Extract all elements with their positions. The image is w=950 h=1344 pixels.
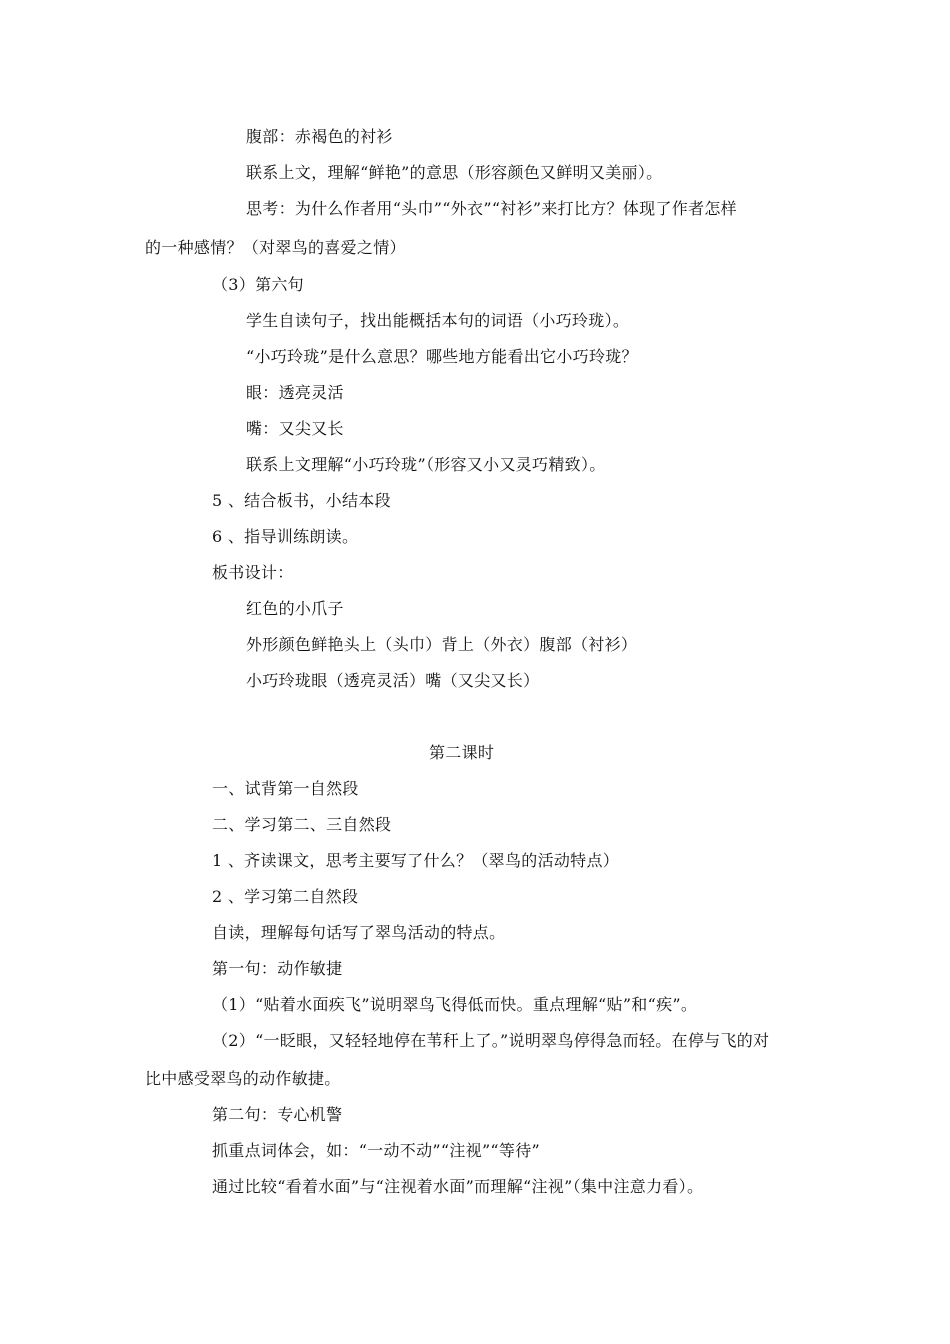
text-line: 第一句：动作敏捷 <box>212 959 343 978</box>
text-line: 二、学习第二、三自然段 <box>212 815 392 834</box>
text-line: 抓重点词体会，如：“一动不动”“注视”“等待” <box>212 1141 540 1160</box>
text-line: 5 、结合板书，小结本段 <box>212 491 391 510</box>
text-line: 学生自读句子，找出能概括本句的词语（小巧玲珑）。 <box>246 311 630 330</box>
text-line: （1）“贴着水面疾飞”说明翠鸟飞得低而快。重点理解“贴”和“疾”。 <box>212 995 698 1014</box>
text-line: 2 、学习第二自然段 <box>212 887 359 906</box>
text-line: 第二句：专心机警 <box>212 1105 343 1124</box>
text-line: 小巧玲珑眼（透亮灵活）嘴（又尖又长） <box>246 671 540 690</box>
text-line: “小巧玲珑”是什么意思？哪些地方能看出它小巧玲珑？ <box>246 347 638 366</box>
text-line: 联系上文，理解“鲜艳”的意思（形容颜色又鲜明又美丽）。 <box>246 163 663 182</box>
text-line: 嘴：又尖又长 <box>246 419 344 438</box>
text-line: 思考：为什么作者用“头巾”“外衣”“衬衫”来打比方？体现了作者怎样 <box>246 199 737 218</box>
text-line: 自读，理解每句话写了翠鸟活动的特点。 <box>212 923 506 942</box>
section-heading: 第二课时 <box>429 743 495 762</box>
text-line: 板书设计： <box>212 563 294 582</box>
text-line: 外形颜色鲜艳头上（头巾）背上（外衣）腹部（衬衫） <box>246 635 638 654</box>
text-line: 通过比较“看着水面”与“注视着水面”而理解“注视”（集中注意力看）。 <box>212 1177 704 1196</box>
text-line: 一、试背第一自然段 <box>212 779 359 798</box>
text-line: 1 、齐读课文，思考主要写了什么？（翠鸟的活动特点） <box>212 851 620 870</box>
text-line: 6 、指导训练朗读。 <box>212 527 359 546</box>
text-line: 红色的小爪子 <box>246 599 344 618</box>
text-line: （2）“一眨眼，又轻轻地停在苇秆上了。”说明翠鸟停得急而轻。在停与飞的对 <box>212 1031 770 1050</box>
text-line: 的一种感情？（对翠鸟的喜爱之情） <box>145 238 406 257</box>
text-line: 腹部：赤褐色的衬衫 <box>246 127 393 146</box>
text-line: 比中感受翠鸟的动作敏捷。 <box>145 1069 341 1088</box>
text-line: 眼：透亮灵活 <box>246 383 344 402</box>
text-line: 联系上文理解“小巧玲珑”（形容又小又灵巧精致）。 <box>246 455 606 474</box>
text-line: （3）第六句 <box>212 275 304 294</box>
